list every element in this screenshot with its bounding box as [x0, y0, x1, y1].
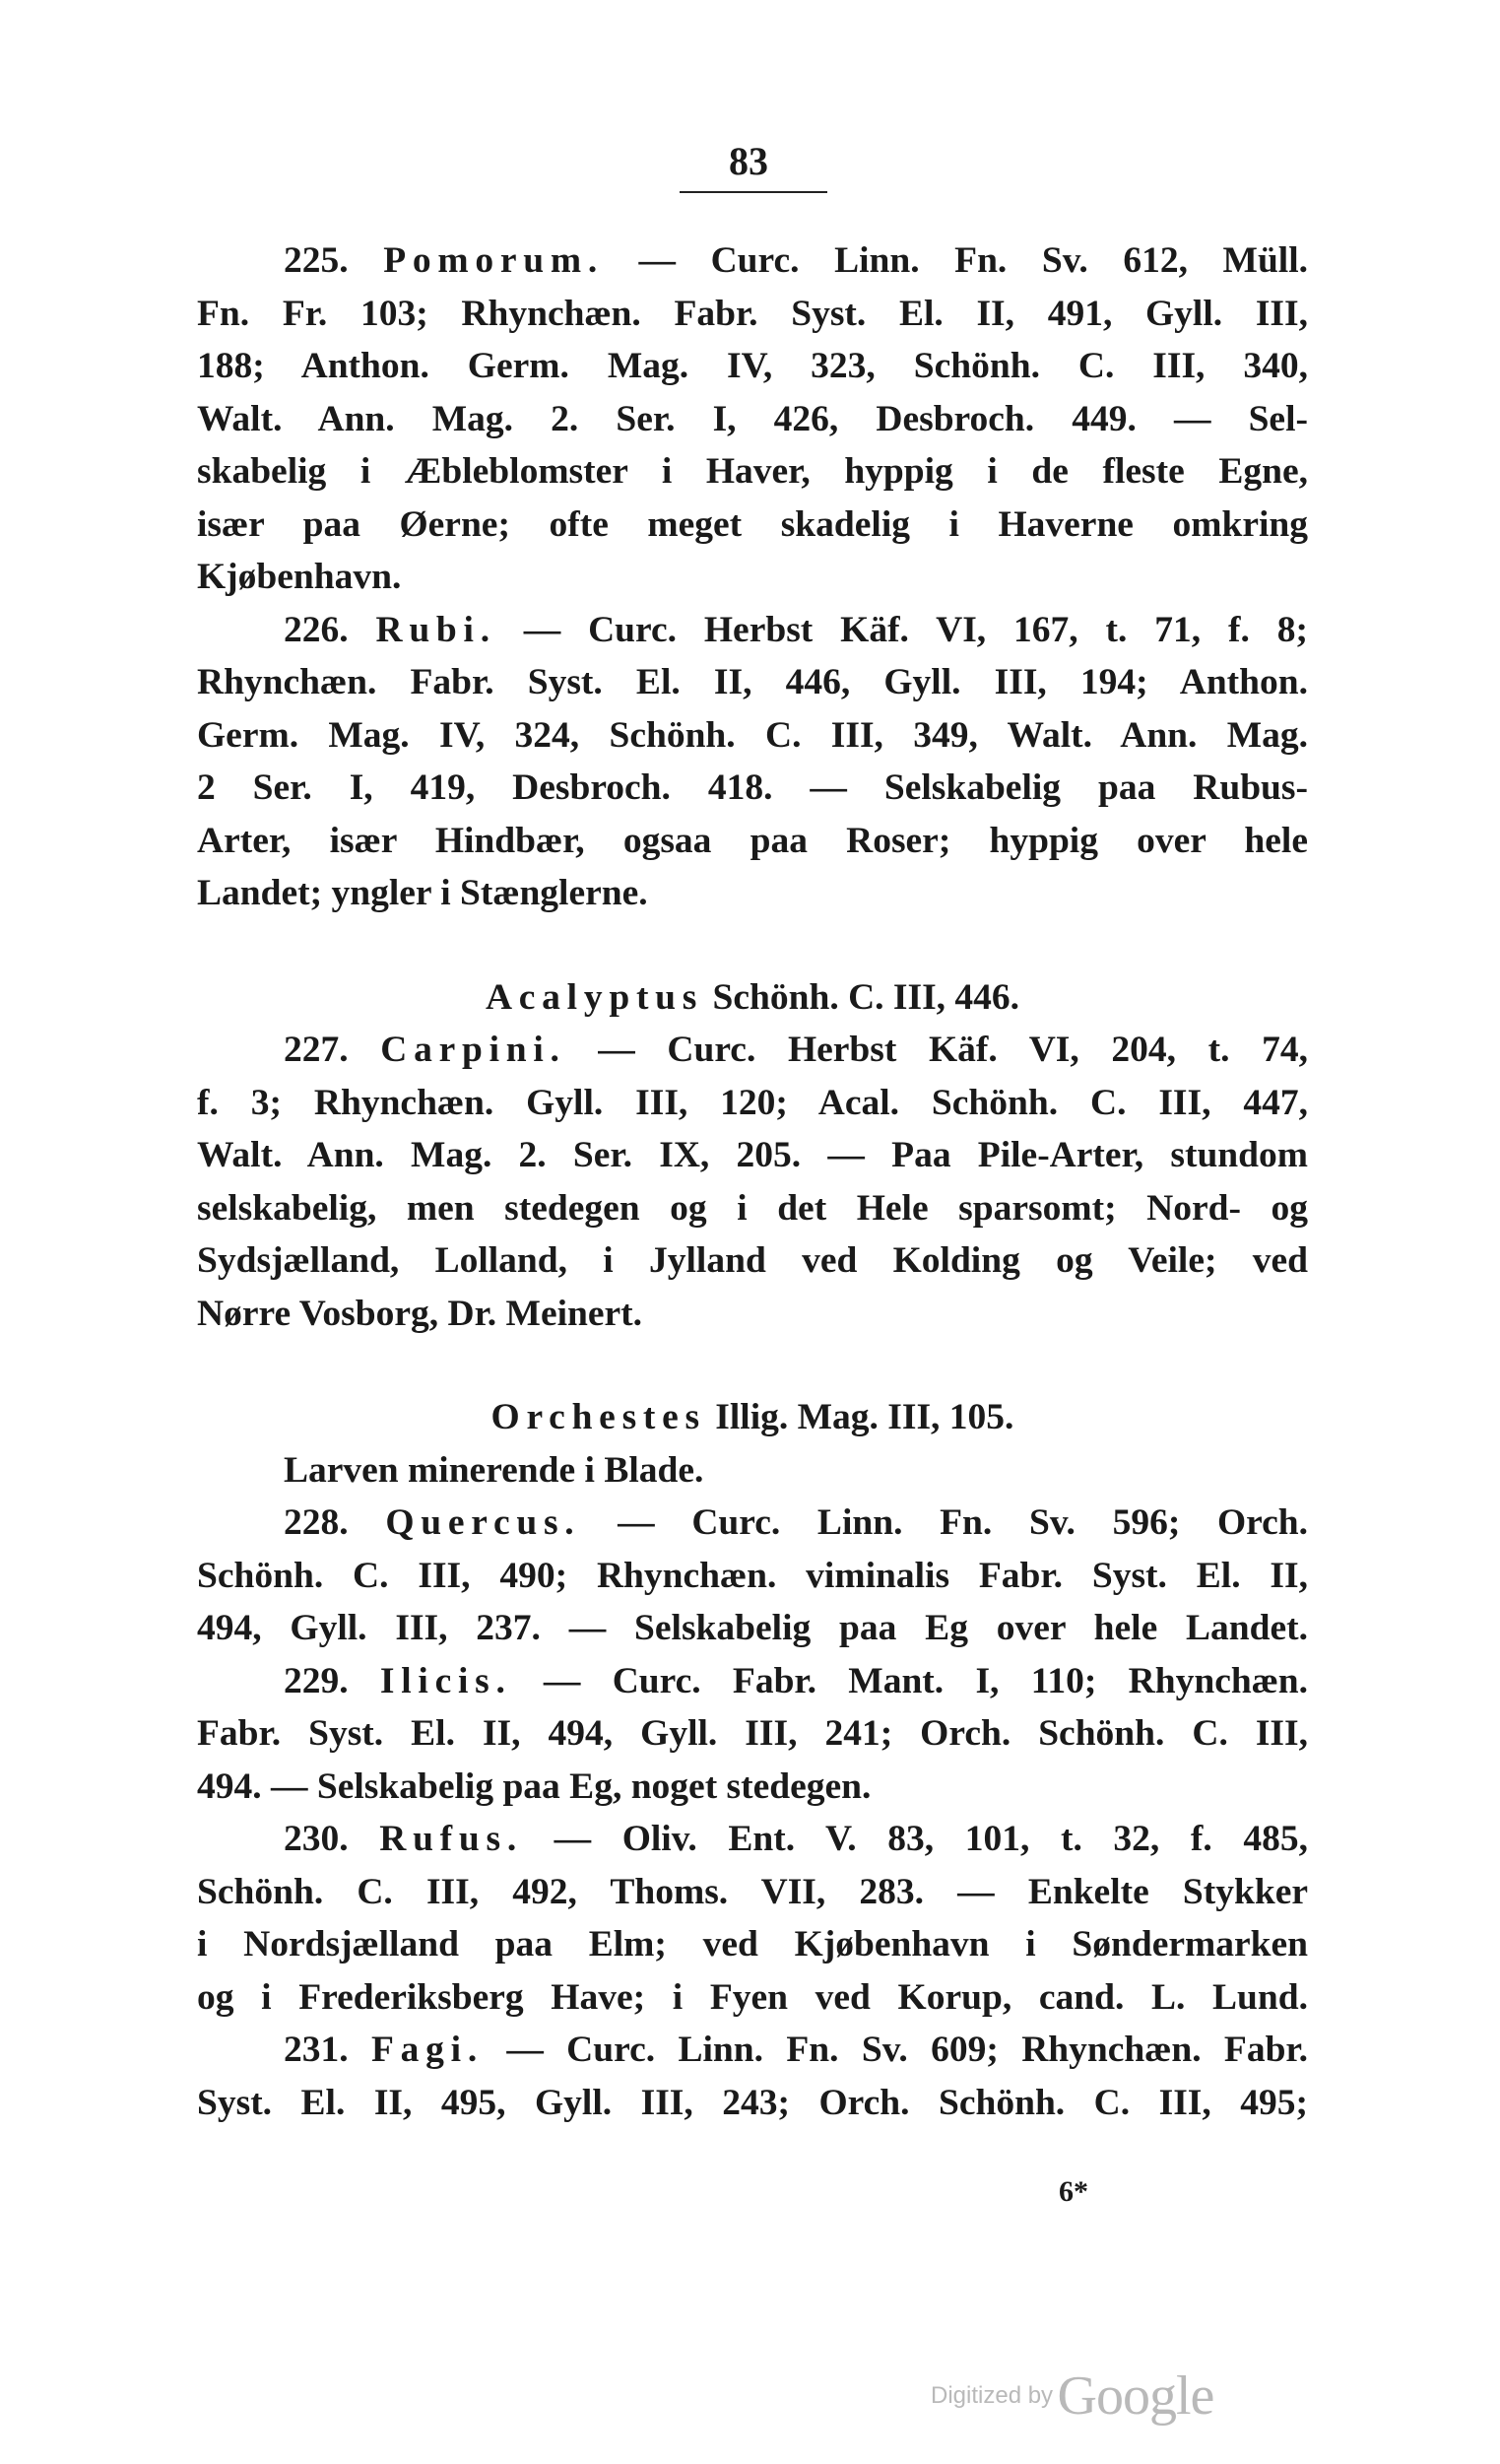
genus-heading: Orchestes Illig. Mag. III, 105.: [490, 1397, 1014, 1437]
text-line: Sydsjælland, Lolland, i Jylland ved Kolding og Veile; ved: [197, 1240, 1308, 1281]
text-line: 188; Anthon. Germ. Mag. IV, 323, Schönh. C. III, 340,: [197, 346, 1308, 386]
entry-226-line: 226. Rubi. — Curc. Herbst Käf. VI, 167, t. 71, f. 8;: [284, 609, 1308, 650]
text-line: Arter, især Hindbær, ogsaa paa Roser; hyppig over hele: [197, 820, 1308, 861]
species-name: Ilicis.: [379, 1660, 512, 1701]
digitized-watermark: [931, 2364, 1213, 2428]
text-line: skabelig i Æbleblomster i Haver, hyppig i de fleste Egne,: [197, 451, 1308, 492]
species-name: Fagi.: [371, 2030, 484, 2070]
genus-name: Acalyptus: [485, 976, 704, 1018]
text-line: Schönh. C. III, 490; Rhynchæn. viminalis Fabr. Syst. El. II,: [197, 1555, 1308, 1596]
text-line: 494. — Selskabelig paa Eg, noget stedegen.: [197, 1765, 872, 1807]
species-name: Carpini.: [380, 1030, 566, 1070]
genus-heading: Acalyptus Schönh. C. III, 446.: [485, 976, 1020, 1018]
text-line: Fabr. Syst. El. II, 494, Gyll. III, 241; Orch. Schönh. C. III,: [197, 1713, 1308, 1754]
text-line: Walt. Ann. Mag. 2. Ser. I, 426, Desbroch. 449. — Sel-: [197, 398, 1308, 439]
text-line: 494, Gyll. III, 237. — Selskabelig paa Eg over hele Landet.: [197, 1608, 1308, 1648]
entry-229-line: 229. Ilicis. — Curc. Fabr. Mant. I, 110; Rhynchæn.: [284, 1660, 1309, 1701]
entry-230-line: 230. Rufus. — Oliv. Ent. V. 83, 101, t. 32, f. 485,: [284, 1819, 1308, 1859]
species-name: Quercus.: [385, 1502, 581, 1543]
entry-231-line: 231. Fagi. — Curc. Linn. Fn. Sv. 609; Rhynchæn. Fabr.: [284, 2030, 1309, 2070]
entry-227-line: 227. Carpini. — Curc. Herbst Käf. VI, 204, t. 74,: [284, 1030, 1308, 1070]
text-line: Fn. Fr. 103; Rhynchæn. Fabr. Syst. El. II, 491, Gyll. III,: [197, 293, 1308, 334]
page-number-rule: [680, 191, 827, 193]
genus-name: Orchestes: [490, 1397, 706, 1437]
text-line: Landet; yngler i Stænglerne.: [197, 873, 648, 913]
text-line: Nørre Vosborg, Dr. Meinert.: [197, 1293, 643, 1334]
text-line: selskabelig, men stedegen og i det Hele sparsomt; Nord- og: [197, 1187, 1308, 1229]
text-line: Walt. Ann. Mag. 2. Ser. IX, 205. — Paa Pile-Arter, stundom: [197, 1135, 1308, 1175]
text-line: og i Frederiksberg Have; i Fyen ved Korup, cand. L. Lund.: [197, 1976, 1308, 2018]
text-line: Schönh. C. III, 492, Thoms. VII, 283. — Enkelte Stykker: [197, 1871, 1308, 1912]
signature-mark: 6*: [1059, 2175, 1088, 2208]
species-name: Rufus.: [379, 1819, 523, 1859]
text-line: Syst. El. II, 495, Gyll. III, 243; Orch. Schönh. C. III, 495;: [197, 2082, 1308, 2123]
species-name: Pomorum.: [383, 240, 604, 281]
text-line: Germ. Mag. IV, 324, Schönh. C. III, 349, Walt. Ann. Mag.: [197, 714, 1308, 756]
text-line: især paa Øerne; ofte meget skadelig i Haverne omkring: [197, 503, 1308, 545]
body-text: [197, 234, 1308, 2129]
entry-228-line: 228. Quercus. — Curc. Linn. Fn. Sv. 596; Orch.: [284, 1502, 1309, 1543]
google-logo: Google: [1057, 2365, 1214, 2427]
text-line: i Nordsjælland paa Elm; ved Kjøbenhavn i Søndermarken: [197, 1924, 1308, 1965]
entry-225-line: 225. Pomorum. — Curc. Linn. Fn. Sv. 612, Müll.: [284, 240, 1309, 281]
genus-note: Larven minerende i Blade.: [284, 1449, 704, 1491]
text-line: Rhynchæn. Fabr. Syst. El. II, 446, Gyll. III, 194; Anthon.: [197, 662, 1308, 702]
species-name: Rubi.: [375, 609, 496, 650]
watermark-prefix: Digitized by: [931, 2382, 1054, 2409]
text-line: f. 3; Rhynchæn. Gyll. III, 120; Acal. Schönh. C. III, 447,: [197, 1082, 1308, 1123]
page-number: 83: [729, 139, 768, 183]
text-line: Kjøbenhavn.: [197, 557, 402, 597]
text-line: 2 Ser. I, 419, Desbroch. 418. — Selskabelig paa Rubus-: [197, 767, 1308, 808]
